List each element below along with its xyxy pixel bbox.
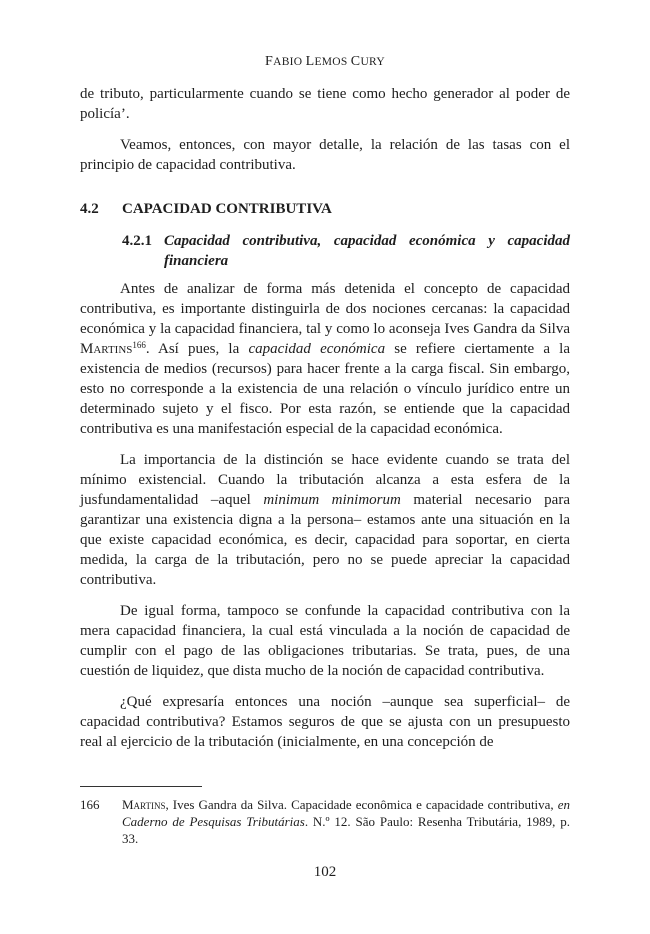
footnote [80, 796, 570, 847]
paragraph: Veamos, entonces, con mayor detalle, la relación de las tasas con el principio de capacidad contributiva. [80, 137, 570, 173]
text-run: Antes de analizar de forma más detenida el concepto de capacidad contributiva, es importante distinguirla de dos nociones cercanas: la capacidad económica y la capacidad financiera, tal y como lo aconseja Ives Gandra da Silva [80, 281, 570, 337]
text-run: , Ives Gandra da Silva. Capacidade econômica e capacidade contributiva, [165, 797, 558, 812]
footnote-text [122, 796, 570, 847]
italic-term: capacidad económica [248, 341, 386, 357]
paragraph-continued: de tributo, particularmente cuando se tiene como hecho generador al poder de policía’. [80, 86, 570, 122]
paragraph [80, 279, 570, 439]
paragraph: De igual forma, tampoco se confunde la capacidad contributiva con la mera capacidad financiera, la cual está vinculada a la noción de capacidad de cumplir con el pago de las obligaciones tributarias. Se trata, pues, de una cuestión de liquidez, que dista mucho de la noción de capacidad contributiva. [80, 603, 570, 679]
page-number: 102 [313, 864, 337, 880]
footnote-source-title: en Caderno de Pesquisas Tributárias [122, 797, 570, 829]
paragraph: ¿Qué expresaría entonces una noción –aunque sea superficial– de capacidad contributiva? Estamos seguros de que se ajusta con un presupuesto real al ejercicio de la tributación (inicialmente, en una concepción de [80, 694, 570, 750]
running-head-rest: ABIO [273, 56, 303, 68]
italic-term: minimum minimorum [263, 492, 401, 508]
section-heading [80, 199, 570, 219]
body-text [80, 84, 570, 763]
section-number: 4.2 [80, 201, 99, 217]
text-run: . N.º 12. São Paulo: Resenha Tributária, 1989, p. 33. [122, 814, 571, 846]
running-head-initial: F [265, 54, 274, 69]
subsection-number: 4.2.1 [122, 233, 152, 249]
section-title: CAPACIDAD CONTRIBUTIVA [122, 201, 332, 217]
paragraph [80, 450, 570, 590]
running-head-rest: EMOS [314, 56, 348, 68]
running-head-rest: URY [360, 56, 385, 68]
author-name: Martins [80, 341, 133, 357]
running-head-initial: L [305, 54, 315, 69]
text-run: se refiere ciertamente a la existencia de medios (recursos) para hacer frente a la carga fiscal. Sin embargo, esto no corresponde a la existencia de una relación o vínculo jurídico entre un determinado sujeto y el fisco. Por esta razón, se entiende que la capacidad contributiva es una manifestación especial de la capacidad económica. [80, 341, 570, 437]
footnote-reference[interactable]: 166 [132, 340, 146, 350]
text-run: La importancia de la distinción se hace evidente cuando se trata del mínimo existencial. Cuando la tributación alcanza a esta esfera de la jusfundamentalidad –aquel [80, 452, 570, 508]
running-head-initial: C [350, 54, 361, 69]
footnote-author: Martins [122, 797, 166, 812]
text-run: . Así pues, la [145, 341, 249, 357]
footnote-number: 166 [80, 797, 100, 812]
footnote-divider [80, 786, 202, 787]
running-head [0, 54, 650, 70]
text-run: material necesario para garantizar una existencia digna a la persona– estamos ante una situación en la que existe capacidad económica, es decir, capacidad para soportar, en cierta medida, la carga de la tributación, pero no se puede apreciar la capacidad contributiva. [80, 492, 570, 588]
subsection-title: Capacidad contributiva, capacidad económica y capacidad financiera [164, 233, 570, 269]
subsection-heading [122, 231, 570, 271]
